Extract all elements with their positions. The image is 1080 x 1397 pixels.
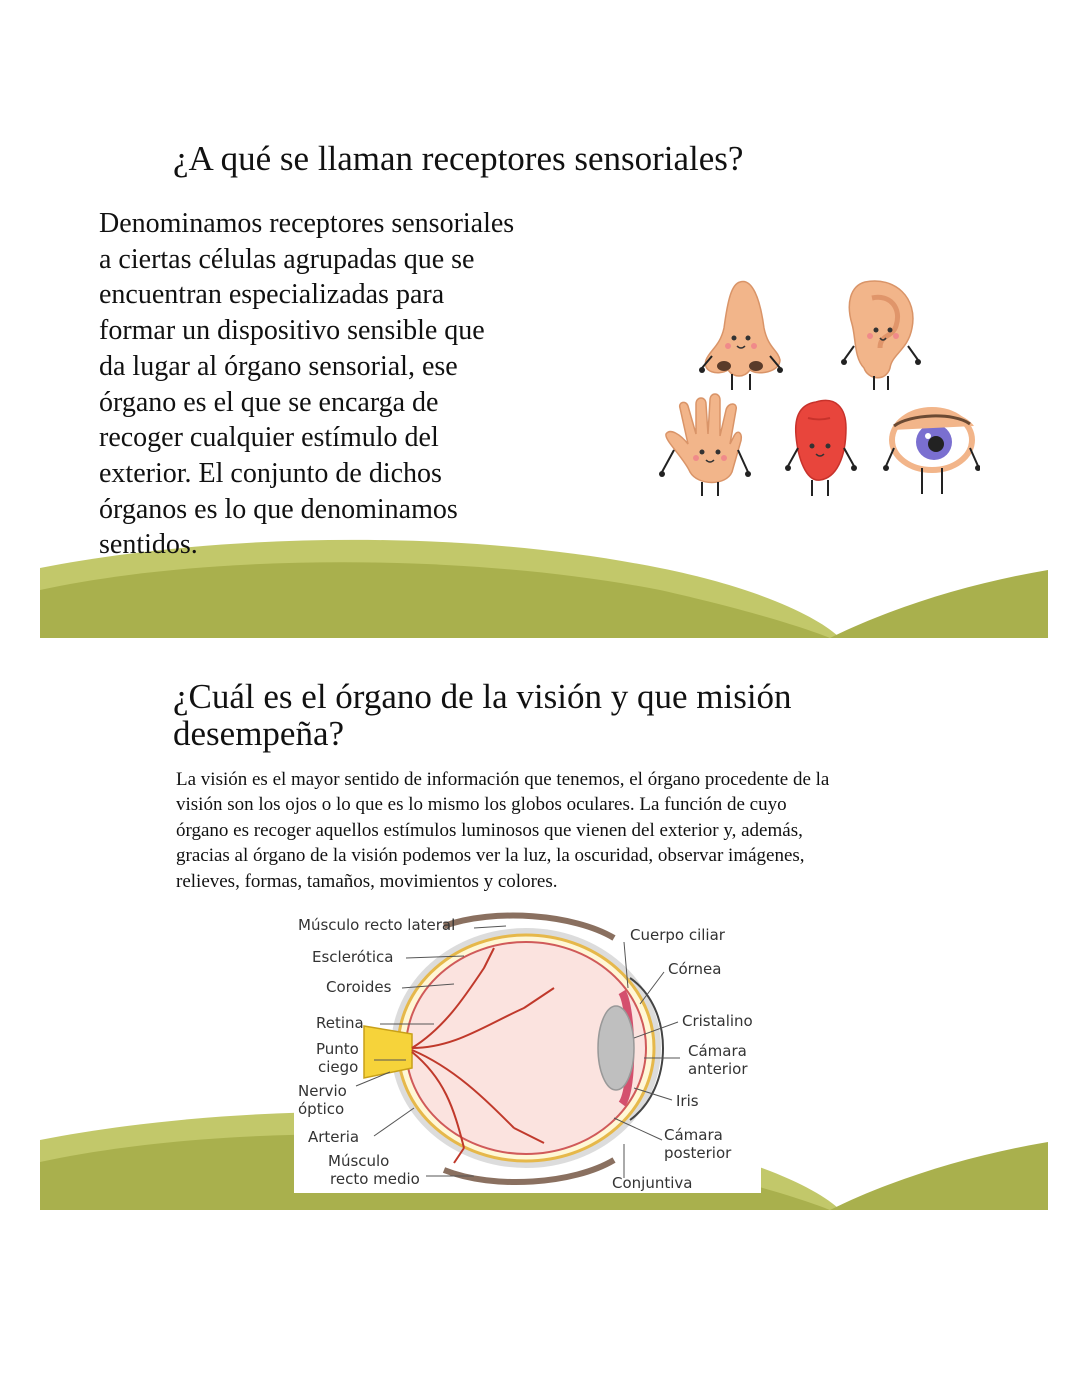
label-cornea: Córnea xyxy=(668,960,722,978)
label-cristalino: Cristalino xyxy=(682,1012,753,1030)
label-musculo: Músculo xyxy=(328,1152,390,1170)
nose-icon xyxy=(699,281,783,390)
label-esclerotica: Esclerótica xyxy=(312,948,394,966)
label-camara-posterior: Cámara xyxy=(664,1126,723,1144)
ear-icon xyxy=(841,281,921,390)
label-coroides: Coroides xyxy=(326,978,392,996)
label-camara: Cámara xyxy=(688,1042,747,1060)
label-punto: Punto xyxy=(316,1040,359,1058)
label-ciego: ciego xyxy=(318,1058,359,1076)
label-cuerpo-ciliar: Cuerpo ciliar xyxy=(630,926,725,944)
slide-receptores xyxy=(40,108,1048,638)
slide-body-text: La visión es el mayor sentido de información que tenemos, el órgano procedente de la visión son los ojos o lo que es lo mismo los globos oculares. La función de cuyo órgano es recoger aquellos estímulos luminosos que vienen del exterior y, además, gracias al órgano de la visión podemos ver la luz, la oscuridad, observar imágenes, relieves, formas, tamaños, movimientos y colores. xyxy=(176,769,830,892)
slide-title: ¿A qué se llaman receptores sensoriales? xyxy=(173,139,744,178)
slide-body-text: Denominamos receptores sensoriales a ciertas células agrupadas que se encuentran especializadas para formar un dispositivo sensible que da lugar al órgano sensorial, ese órgano es el que se encarga de recoger cualquier estímulo del exterior. El conjunto de dichos órganos es lo que denominamos sentidos. xyxy=(99,208,515,561)
label-nervio: Nervio xyxy=(298,1082,347,1100)
label-optico: óptico xyxy=(298,1100,345,1118)
eyeball-drawing xyxy=(364,916,663,1183)
tongue-icon xyxy=(785,400,857,496)
label-conjuntiva: Conjuntiva xyxy=(612,1174,693,1192)
slide-title: ¿Cuál es el órgano de la visión y que misión desempeña? xyxy=(173,677,792,753)
hand-icon xyxy=(659,394,751,496)
label-posterior: posterior xyxy=(664,1144,732,1162)
slide-vision xyxy=(40,640,1048,1210)
senses-illustration xyxy=(640,268,980,508)
label-arteria: Arteria xyxy=(308,1128,360,1146)
eye-anatomy-diagram xyxy=(294,908,761,1193)
label-recto-medio: recto medio xyxy=(330,1170,420,1188)
label-retina: Retina xyxy=(316,1014,364,1032)
label-anterior: anterior xyxy=(688,1060,748,1078)
label-iris: Iris xyxy=(676,1092,699,1110)
eye-icon xyxy=(883,410,980,494)
label-musculo-recto-lateral: Músculo recto lateral xyxy=(298,916,456,934)
